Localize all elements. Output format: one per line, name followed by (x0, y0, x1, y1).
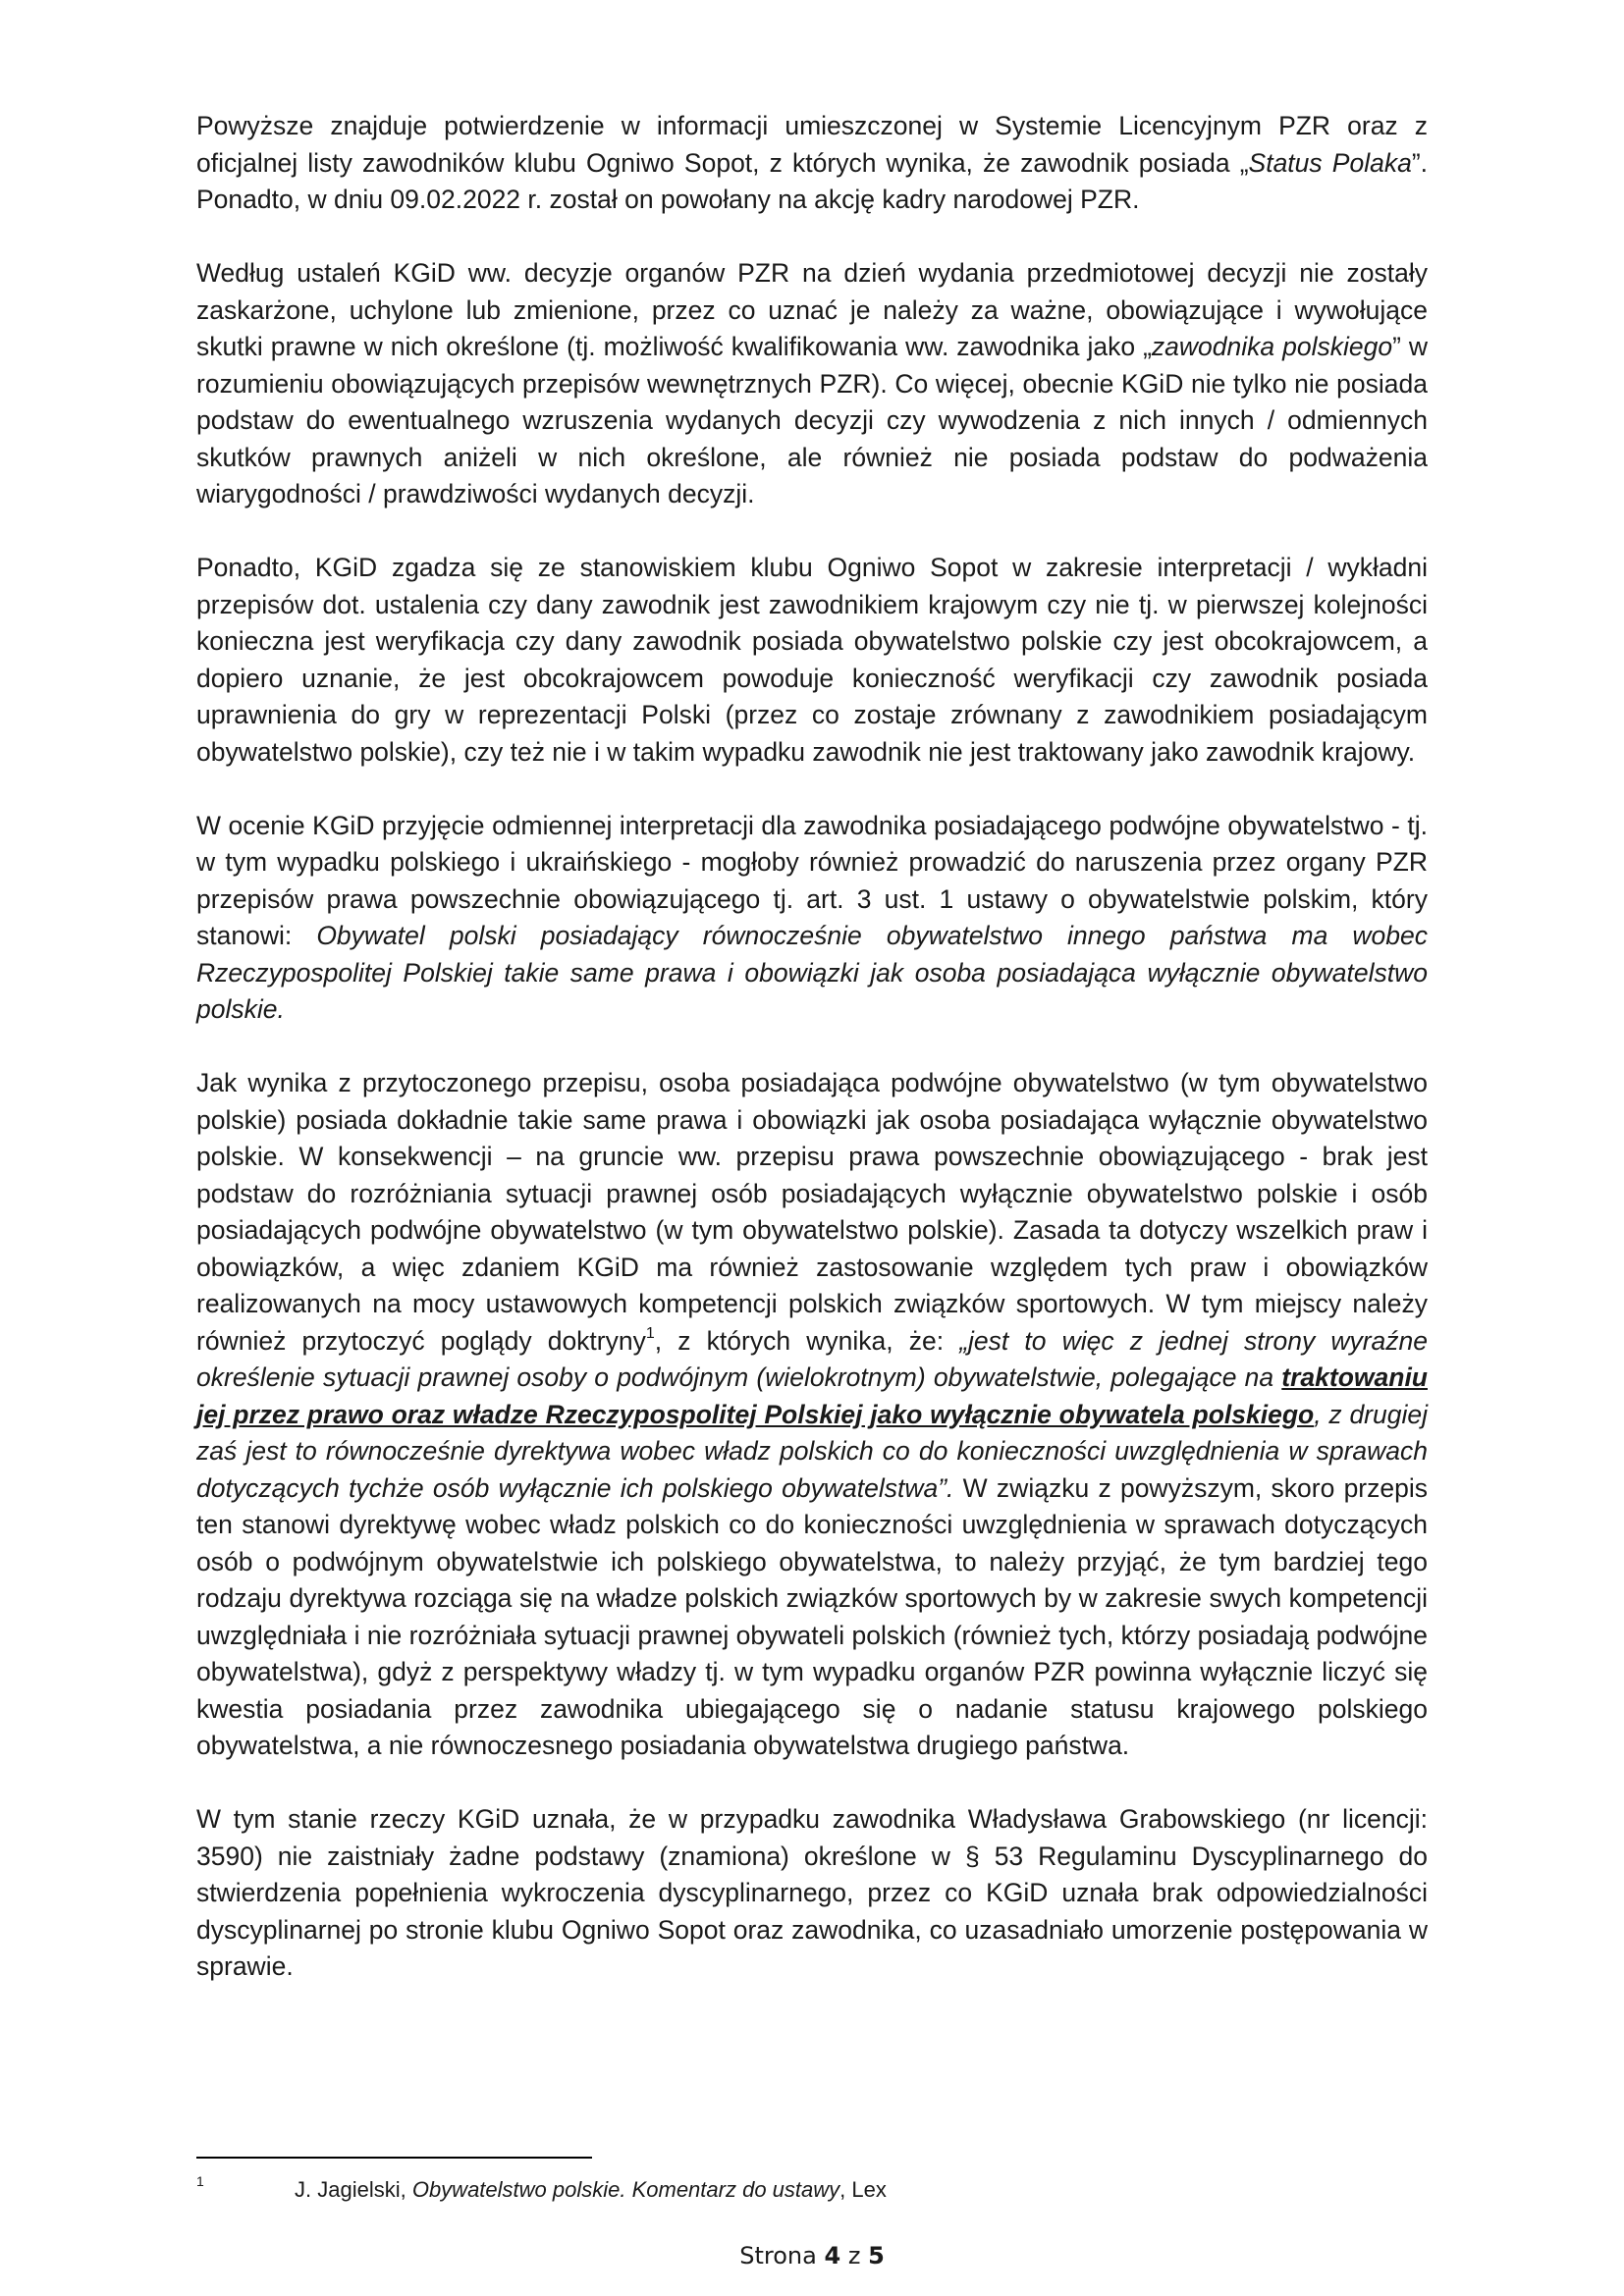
footnote-separator (196, 2157, 592, 2159)
text-run: Powyższe znajduje potwierdzenie w informacji umieszczonej w Systemie Licencyjnym PZR oraz z oficjalnej listy zawodników klubu Ogniwo Sopot, z których wynika, że zawodnik posiada „ (196, 111, 1428, 178)
page-label: Strona (739, 2242, 817, 2269)
document-body (196, 108, 1428, 1986)
paragraph-citizenship-law (196, 808, 1428, 1029)
italic-term: zawodnika polskiego (1151, 332, 1393, 361)
footnote-source: , Lex (839, 2177, 887, 2202)
text-run: , z których wynika, że: (654, 1325, 960, 1356)
italic-quote: Obywatel polski posiadający równocześnie obywatelstwo innego państwa ma wobec Rzeczypospolitej Polskiej takie same prawa i obowiązki jak osoba posiadająca wyłącznie obywatelstwo polskie. (196, 921, 1429, 1024)
paragraph-status-polaka (196, 108, 1428, 219)
footnote-reference[interactable]: 1 (645, 1324, 655, 1342)
text-run: Jak wynika z przytoczonego przepisu, osoba posiadająca podwójne obywatelstwo (w tym obywatelstwo polskie) posiada dokładnie takie same prawa i obowiązki jak osoba posiadająca wyłącznie obywatelstwo polskie. W konsekwencji – na gruncie ww. przepisu prawa powszechnie obowiązującego - brak jest podstaw do rozróżniania sytuacji prawnej osób posiadających wyłącznie obywatelstwo polskie i osób posiadających podwójne obywatelstwo (w tym obywatelstwo polskie). Zasada ta dotyczy wszelkich praw i obowiązków, a więc zdaniem KGiD ma również zastosowanie względem tych praw i obowiązków realizowanych na mocy ustawowych kompetencji polskich związków sportowych. W tym miejscy należy również przytoczyć poglądy doktryny (196, 1068, 1428, 1356)
paragraph-conclusion: W tym stanie rzeczy KGiD uznała, że w przypadku zawodnika Władysława Grabowskiego (nr licencji: 3590) nie zaistniały żadne podstawy (znamiona) określone w § 53 Regulaminu Dyscyplinarnego do stwierdzenia popełnienia wykroczenia dyscyplinarnego, przez co KGiD uznała brak odpowiedzialności dyscyplinarnej po stronie klubu Ogniwo Sopot oraz zawodnika, co uzasadniało umorzenie postępowania w sprawie. (196, 1804, 1428, 1981)
footnote-title: Obywatelstwo polskie. Komentarz do ustawy (411, 2177, 840, 2202)
emphasized-quote: traktowaniu jej przez prawo oraz władze Rzeczypospolitej Polskiej jako wyłącznie obywatela polskiego (196, 1362, 1428, 1429)
page-number (0, 2242, 1624, 2269)
text-run: ” w rozumieniu obowiązujących przepisów wewnętrznych PZR). Co więcej, obecnie KGiD nie tylko nie posiada podstaw do ewentualnego wzruszenia wydanych decyzji czy wywodzenia z nich innych / odmiennych skutków prawnych aniżeli w nich określone, ale również nie posiada podstaw do podważenia wiarygodności / prawdziwości wydanych decyzji. (196, 332, 1429, 508)
footnote-text (295, 2177, 887, 2203)
italic-term: Status Polaka (1248, 147, 1412, 178)
paragraph-interpretation: Ponadto, KGiD zgadza się ze stanowiskiem klubu Ogniwo Sopot w zakresie interpretacji / wykładni przepisów dot. ustalenia czy dany zawodnik jest zawodnikiem krajowym czy nie tj. w pierwszej kolejności konieczna jest weryfikacja czy dany zawodnik posiada obywatelstwo polskie czy jest obcokrajowcem, a dopiero uznanie, że jest obcokrajowcem powoduje konieczność weryfikacji czy zawodnik posiada uprawnienia do gry w reprezentacji Polski (przez co zostaje zrównany z zawodnikiem posiadającym obywatelstwo polskie), czy też nie i w takim wypadku zawodnik nie jest traktowany jako zawodnik krajowy. (196, 553, 1428, 767)
page-separator: z (847, 2242, 861, 2269)
paragraph-doctrine (196, 1065, 1428, 1765)
text-run: ”. Ponadto, w dniu 09.02.2022 r. został on powołany na akcję kadry narodowej PZR. (196, 147, 1428, 214)
text-run: W związku z powyższym, skoro przepis ten stanowi dyrektywę wobec władz polskich co do konieczności uwzględnienia w sprawach dotyczących osób o podwójnym obywatelstwie ich polskiego obywatelstwa, to należy przyjąć, że tym bardziej tego rodzaju dyrektywa rozciąga się na władze polskich związków sportowych by w zakresie swych kompetencji uwzględniała i nie rozróżniała sytuacji prawnej obywateli polskich (również tych, którzy posiadają podwójne obywatelstwa), gdyż z perspektywy władzy tj. w tym wypadku organów PZR powinna wyłącznie liczyć się kwestia posiadania przez zawodnika ubiegającego się o nadanie statusu krajowego polskiego obywatelstwa, a nie równoczesnego posiadania obywatelstwa drugiego państwa. (196, 1472, 1428, 1760)
footnote-marker: 1 (196, 2173, 204, 2189)
italic-quote: „jest to więc z jednej strony wyraźne określenie sytuacji prawnej osoby o podwójnym (wielokrotnym) obywatelstwie, polegające na (196, 1325, 1429, 1392)
text-run: W ocenie KGiD przyjęcie odmiennej interpretacji dla zawodnika posiadającego podwójne obywatelstwo - tj. w tym wypadku polskiego i ukraińskiego - mogłoby również prowadzić do naruszenia przez organy PZR przepisów prawa powszechnie obowiązującego tj. art. 3 ust. 1 ustawy o obywatelstwie polskim, który stanowi: (196, 810, 1428, 950)
total-pages: 5 (868, 2242, 885, 2269)
italic-quote: , z drugiej zaś jest to równocześnie dyrektywa wobec władz polskich co do konieczności uwzględnienia w sprawach dotyczących tychże osób wyłącznie ich polskiego obywatelstwa”. (196, 1399, 1428, 1503)
footnote-author: J. Jagielski, (295, 2177, 412, 2202)
paragraph-decisions-valid (196, 255, 1428, 513)
text-run: Według ustaleń KGiD ww. decyzje organów PZR na dzień wydania przedmiotowej decyzji nie zostały zaskarżone, uchylone lub zmienione, przez co uznać je należy za ważne, obowiązujące i wywołujące skutki prawne w nich określone (tj. możliwość kwalifikowania ww. zawodnika jako „ (196, 258, 1428, 361)
current-page: 4 (824, 2242, 841, 2269)
